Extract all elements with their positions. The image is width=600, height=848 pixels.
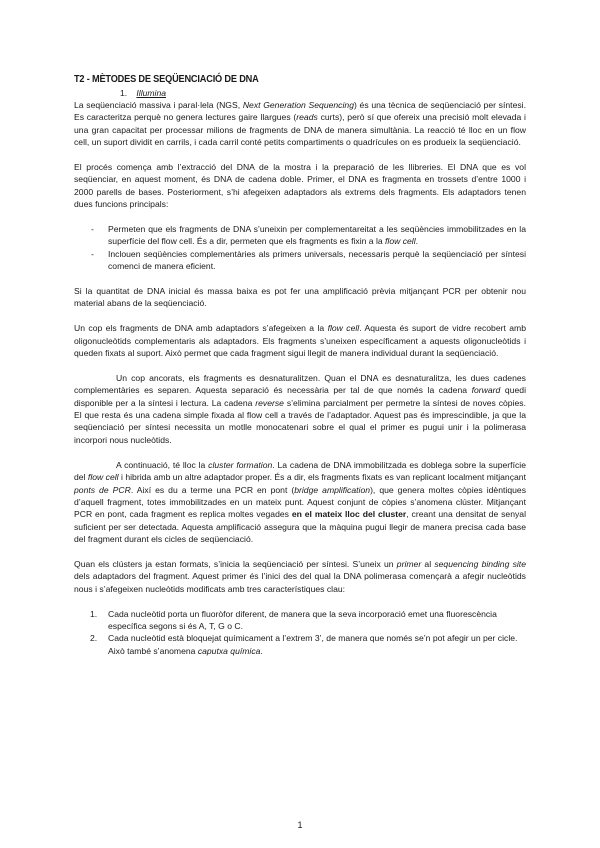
paragraph-ngs-intro [74, 99, 526, 149]
list-item [74, 223, 526, 248]
document-body [74, 74, 526, 657]
nucleotide-features-list [74, 608, 526, 658]
text-run: . [260, 645, 263, 656]
bold-text: en el mateix lloc del cluster [291, 509, 407, 520]
dash-bullet: - [91, 224, 94, 235]
italic-text: cluster formation [208, 459, 273, 470]
text-run: El procés comença amb l’extracció del DNA de la mostra i la preparació de les llibreries. El DNA que es vol seqüenciar, en aquest moment, és DNA de cadena doble. Primer, el DNA es fragmenta en trossets d’entre 1000 i 2000 parells de bases. Posteriorment, s’hi afegeixen adaptadors als extrems dels fragments. Els adaptadors tenen dues funcions principals: [74, 162, 526, 210]
text-run: . Aquesta és suport de vidre recobert amb oligonucleòtids complementaris als adaptadors. Els fragments s’uneixen específicament a aquests oligonucleòtids i queden fixats al suport. Això permet que cada fragment sigui llegit de manera individual durant la seqüenciació. [74, 323, 527, 359]
italic-text: flow cell [327, 323, 360, 334]
text-run: La seqüenciació massiva i paral·lela (NGS, [74, 100, 243, 110]
text-run: Inclouen seqüències complementàries als primers universals, necessaris perquè la seqüenciació per síntesi comenci de manera eficient. [108, 248, 526, 272]
list-item [74, 632, 526, 657]
italic-text: reads [296, 112, 318, 123]
italic-text: bridge amplification [294, 484, 371, 495]
italic-text: reverse [255, 397, 284, 408]
subsection-heading [120, 88, 526, 99]
italic-text: Next Generation Sequencing [242, 100, 354, 110]
list-number: 1. [90, 608, 98, 619]
adapter-functions-list [74, 223, 526, 273]
list-item [74, 248, 526, 273]
section-title: T2 - MÈTODES DE SEQÜENCIACIÓ DE DNA [74, 74, 259, 85]
text-run: s’elimina parcialment per permetre la síntesi de noves còpies. El que resta és una cadena simple fixada al flow cell a través de l’adaptador. Aquest pas és imprescindible, ja que la seqüenciació per síntesi necessita un motlle monocatenari sobre el qual el primer es pugui unir i la polimerasa incorpori nous nucleòtids. [74, 397, 527, 445]
text-run: . Així es du a terme una PCR en pont ( [130, 484, 295, 495]
text-run: Un cop ancorats, els fragments es desnaturalitzen. Quan el DNA es desnaturalitza, les dues cadenes complementàries es separen. Aquesta separació és necessària per tal de que només la cadena [74, 372, 526, 396]
italic-text: caputxa química [197, 645, 261, 656]
subsection-number: 1. [120, 88, 128, 98]
paragraph-flow-cell [74, 322, 526, 359]
text-run: Cada nucleòtid està bloquejat químicament a l’extrem 3’, de manera que només se’n pot afegir un per cicle. Això també s’anomena [108, 633, 518, 656]
dash-bullet: - [91, 248, 94, 259]
italic-text: flow cell [87, 472, 119, 483]
italic-text: forward [471, 385, 501, 396]
text-run: quedi disponible per a la síntesi i lectura. La cadena [74, 385, 526, 408]
paragraph-library-prep [74, 161, 526, 211]
italic-text: sequencing binding site [434, 558, 526, 569]
paragraph-sequencing-by-synthesis [74, 558, 526, 595]
text-run: al [421, 558, 435, 569]
italic-text: ponts de PCR [74, 484, 131, 495]
text-run: . [415, 236, 419, 247]
text-run: curts), però sí que ofereix una precisió molt elevada i una gran capacitat per processar milions de fragments de DNA de manera simultània. La reacció té lloc en un flow cell, un suport dividit en carrils, i cada carril conté petits compartiments o quadrícules on es produeix la seqüenciació. [74, 112, 526, 148]
italic-text: flow cell [385, 236, 416, 247]
text-run: Permeten que els fragments de DNA s’uneixin per complementareitat a les seqüències immobilitzades en la superfície del flow cell. És a dir, permeten que els fragments es fixin a la [108, 224, 526, 247]
paragraph-denaturation [74, 372, 526, 446]
text-run: Si la quantitat de DNA inicial és massa baixa es pot fer una amplificació prèvia mitjançant PCR per obtenir nou material abans de la seqüenciació. [74, 286, 526, 309]
paragraph-cluster-formation [74, 459, 526, 546]
text-run: Cada nucleòtid porta un fluoròfor diferent, de manera que la seva incorporació emet una fluorescència específica segons si és A, T, G o C. [108, 608, 497, 631]
page-number: 1 [297, 820, 303, 830]
text-run: Quan els clústers ja estan formats, s’inicia la seqüenciació per síntesi. S’uneix un [74, 558, 397, 569]
text-run: ) és una tècnica de seqüenciació per síntesi. Es caracteritza perquè no genera lectures gaire llargues ( [74, 100, 526, 123]
text-run: dels adaptadors del fragment. Aquest primer és l’inici des del qual la DNA polimerasa començarà a afegir nucleòtids nous i s’afegeixen nucleòtids modificats amb tres característiques clau: [74, 571, 526, 594]
text-run: . La cadena de DNA immobilitzada es doblega sobre la superfície del [74, 459, 526, 483]
text-run: A continuació, té lloc la [116, 459, 209, 470]
text-run: i hibrida amb un altre adaptador proper. És a dir, els fragments fixats es van replicant localment mitjançant [118, 472, 526, 483]
italic-text: primer [396, 558, 422, 569]
text-run: ), que genera moltes còpies idèntiques d’aquell fragment, totes immobilitzades en un mateix punt. Aquest conjunt de còpies s’anomena clúster. Mitjançant PCR en pont, cada fragment es replica moltes vegades [74, 484, 527, 520]
list-number: 2. [90, 633, 98, 644]
text-run: , creant una densitat de senyal suficient per ser detectada. Aquesta amplificació assegura que la màquina pugui llegir de manera precisa cada base del fragment durant els cicles de seqüenciació. [74, 509, 527, 545]
list-item [74, 608, 526, 633]
text-run: Un cop els fragments de DNA amb adaptadors s’afegeixen a la [74, 323, 328, 334]
subsection-label: Illumina [136, 88, 167, 98]
paragraph-pre-amplification [74, 285, 526, 310]
